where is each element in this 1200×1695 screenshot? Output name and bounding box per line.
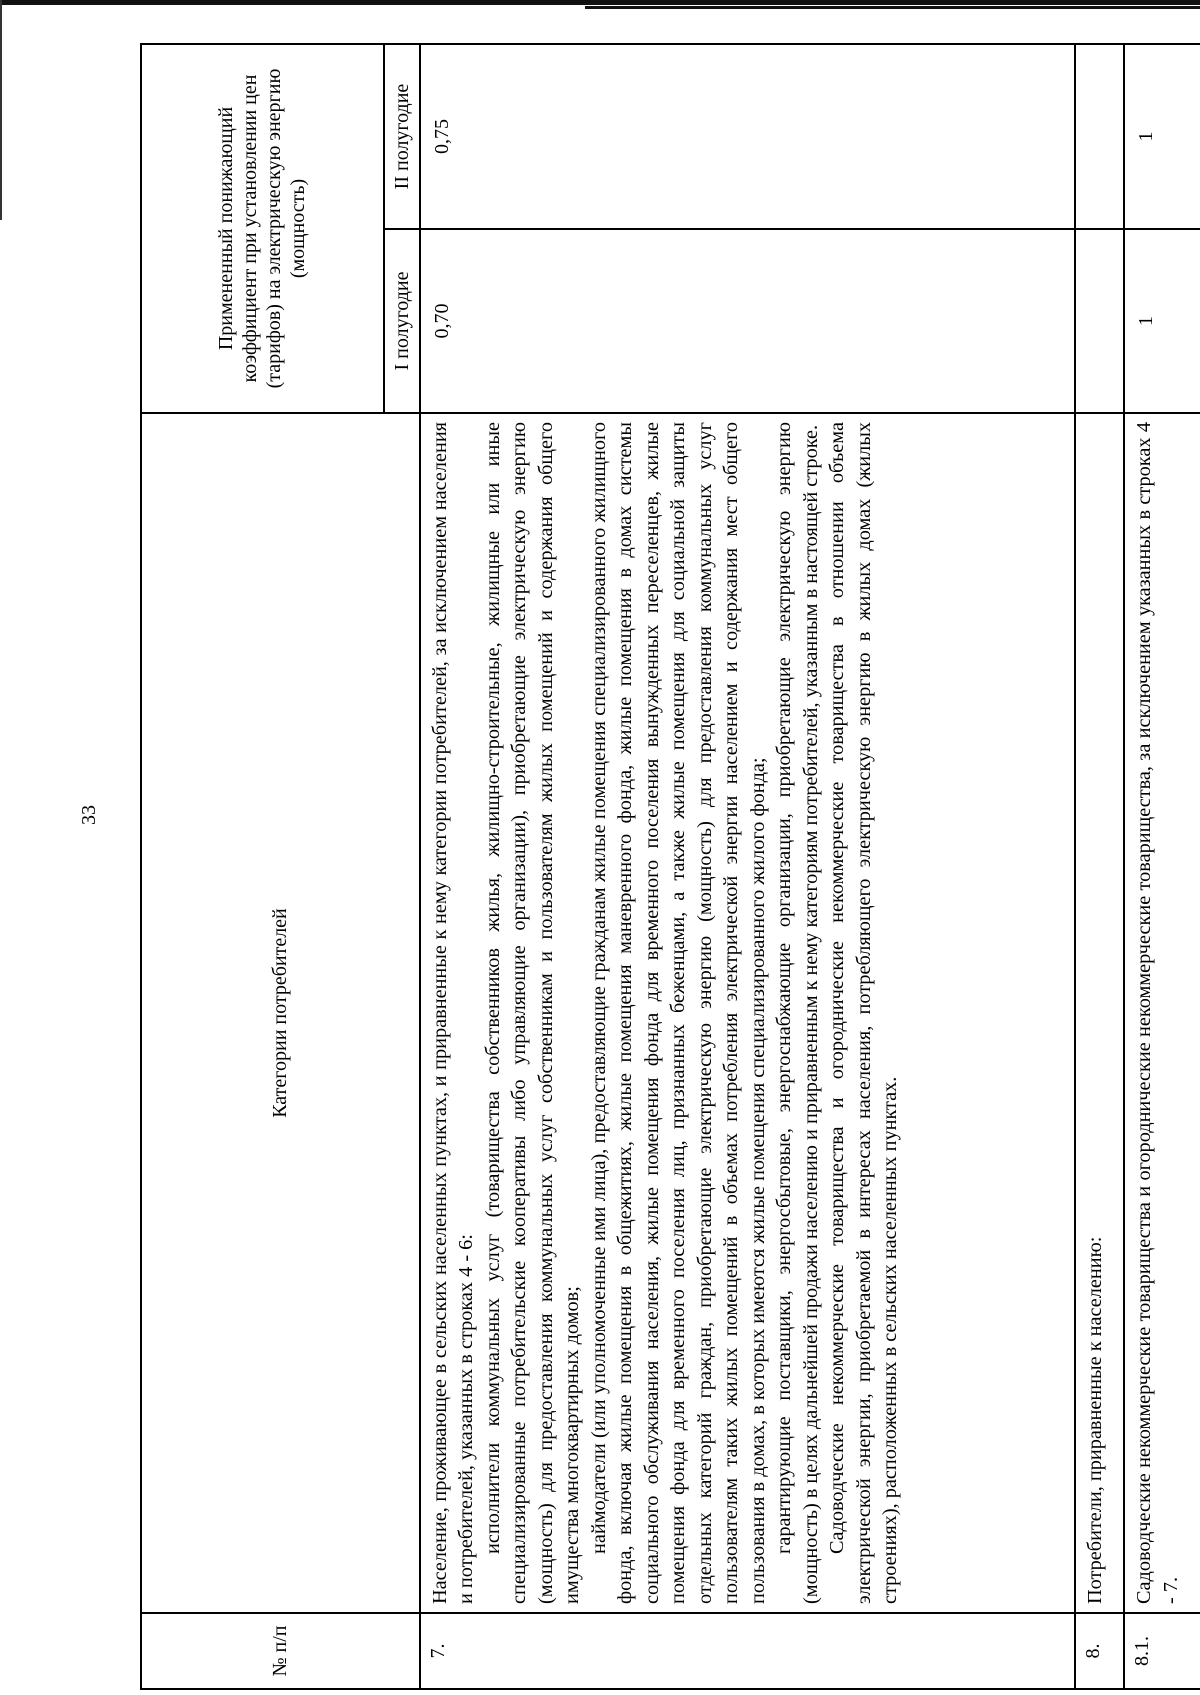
row-number: 7.	[420, 1613, 1075, 1689]
paragraph: наймодатели (или уполномоченные ими лица), предоставляющие гражданам жилые помещения специализированного жилищного фонда, включая жилые помещения в общежитиях, жилые помещения маневренного фонда, жилые помещения в домах системы социального обслуживания населения, жилые помещения фонда для временного поселения вынужденных переселенцев, жилые помещения фонда для временного поселения лиц, признанных беженцами, а также жилые помещения для социальной защиты отдельных категорий граждан, приобретающие электрическую энергию (мощность) для предоставления коммунальных услуг пользователям таких жилых помещений в объемах потребления электрической энергии населением и содержания мест общего пользования в домах, в которых имеются жилые помещения специализированного жилого фонда;	[587, 422, 769, 1604]
rotated-table-container	[140, 45, 1200, 1690]
header-no: № п/п	[141, 1613, 420, 1689]
coef-half2: 1	[1124, 44, 1200, 229]
coef-half1: 1	[1124, 229, 1200, 413]
scan-top-edge	[0, 0, 1200, 5]
header-category: Категории потребителей	[141, 413, 420, 1613]
scan-left-edge	[0, 0, 2, 220]
header-half1: I полугодие	[384, 229, 420, 413]
table-row	[1124, 44, 1200, 1689]
table-row	[1075, 44, 1124, 1689]
paragraph: Садоводческие некоммерческие товарищества и огороднические некоммерческие товарищества, за исключением указанных в строках 4 - 7.	[1133, 422, 1182, 1604]
scan-top-edge-2	[585, 6, 1200, 9]
tariff-coefficient-table	[140, 43, 1200, 1690]
paragraph: Садоводческие некоммерческие товарищества и огороднические некоммерческие товарищества в отношении объема электрической энергии, приобретаемой в интересах населения, потребляющего электрическую энергию в жилых домах (жилых строениях), расположенных в сельских населенных пунктах.	[826, 422, 902, 1604]
paragraph: гарантирующие поставщики, энергосбытовые, энергоснабжающие организации, приобретающие электрическую энергию (мощность) в целях дальнейшей продажи населению и приравненным к нему категориям потребителей, указанным в настоящей строке.	[773, 422, 822, 1604]
row-number: 8.1.	[1124, 1613, 1200, 1689]
row-category	[420, 413, 1075, 1613]
coef-half1: 0,70	[420, 229, 1075, 413]
table-row	[420, 44, 1075, 1689]
row-number: 8.	[1075, 1613, 1124, 1689]
paragraph: Население, проживающее в сельских населенных пунктах, и приравненные к нему категории потребителей, за исключением населения и потребителей, указанных в строках 4 - 6:	[428, 422, 478, 1604]
header-half2: II полугодие	[384, 44, 420, 229]
paragraph: Потребители, приравненные к населению:	[1083, 1236, 1106, 1604]
coef-half1	[1075, 229, 1124, 413]
page-number: 33	[78, 805, 100, 825]
coef-half2: 0,75	[420, 44, 1075, 229]
row-category	[1124, 413, 1200, 1613]
coef-half2	[1075, 44, 1124, 229]
paragraph: исполнители коммунальных услуг (товарищества собственников жилья, жилищно-строительные, жилищные или иные специализированные потребительские кооперативы либо управляющие организации), приобретающие электрическую энергию (мощность) для предоставления коммунальных услуг собственникам и пользователям жилых помещений и содержания общего имущества многоквартирных домов;	[481, 422, 584, 1604]
row-category	[1075, 413, 1124, 1613]
header-coefficient: Примененный понижающий коэффициент при установлении цен (тарифов) на электрическую энергию (мощность)	[141, 44, 384, 413]
